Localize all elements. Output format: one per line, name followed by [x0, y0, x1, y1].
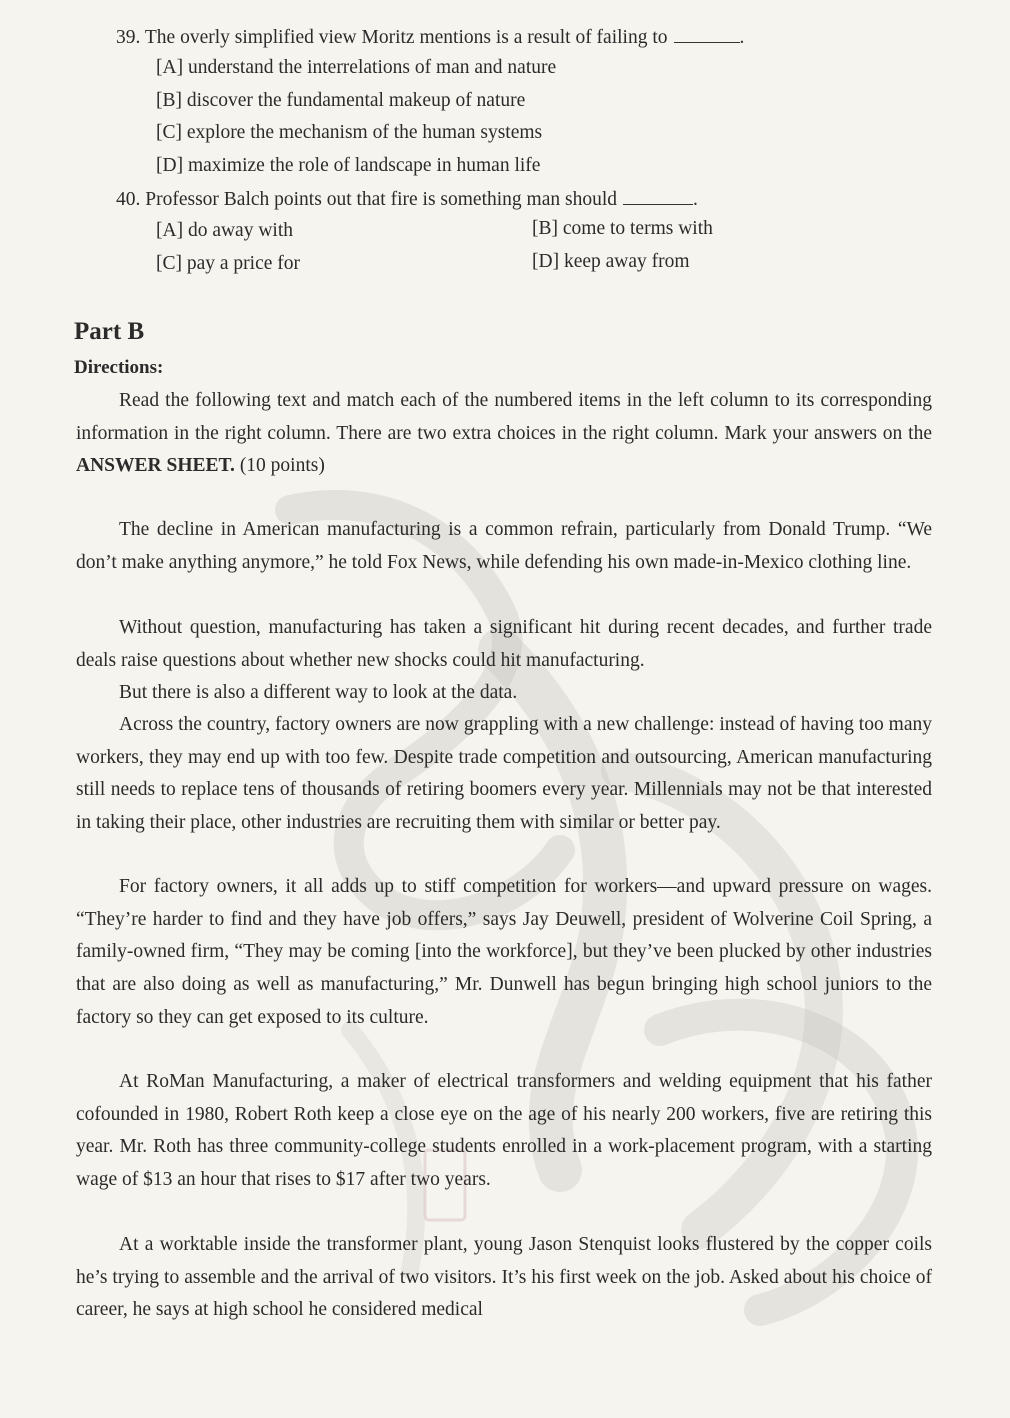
question-40-stem: 40. Professor Balch points out that fire is something man should	[116, 189, 617, 210]
directions-label: Directions:	[74, 357, 164, 378]
passage-paragraph-7: At a worktable inside the transformer plant, young Jason Stenquist looks flustered by the copper coils he’s trying to assemble and the arrival of two visitors. It’s his first week on the job. Asked about his choice of career, he says at high school he considered medical	[76, 1234, 932, 1321]
passage-paragraph-3: But there is also a different way to look at the data.	[119, 682, 518, 703]
passage-paragraph-1: The decline in American manufacturing is a common refrain, particularly from Donald Trump. “We don’t make anything anymore,” he told Fox News, while defending his own made-in-Mexico clothing line.	[76, 519, 932, 573]
question-39	[116, 24, 744, 50]
question-40	[116, 186, 698, 212]
q39-option-d: [D] maximize the role of landscape in human life	[156, 155, 541, 176]
question-40-end: .	[693, 189, 698, 210]
directions-body: Read the following text and match each of the numbered items in the left column to its corresponding information in the right column. There are two extra choices in the right column. Mark your answers on the	[76, 390, 932, 444]
directions-text	[76, 385, 932, 483]
passage-paragraph-2: Without question, manufacturing has taken a significant hit during recent decades, and further trade deals raise questions about whether new shocks could hit manufacturing.	[76, 617, 932, 671]
directions-points: (10 points)	[234, 455, 325, 477]
answer-blank	[674, 24, 740, 43]
q39-option-b: [B] discover the fundamental makeup of nature	[156, 90, 526, 111]
answer-sheet-label: ANSWER SHEET.	[76, 455, 235, 477]
passage-paragraph-4: Across the country, factory owners are now grappling with a new challenge: instead of having too many workers, they may end up with too few. Despite trade competition and outsourcing, American manufacturing still needs to replace tens of thousands of retiring boomers every year. Millennials may not be that interested in taking their place, other industries are recruiting them with similar or better pay.	[76, 714, 932, 834]
q40-option-a: [A] do away with	[156, 220, 294, 241]
answer-blank	[623, 186, 693, 205]
q39-option-a: [A] understand the interrelations of man and nature	[156, 57, 557, 78]
passage-paragraph-6: At RoMan Manufacturing, a maker of electrical transformers and welding equipment that his father cofounded in 1980, Robert Roth keep a close eye on the age of his nearly 200 workers, five are retiring this year. Mr. Roth has three community-college students enrolled in a work-placement program, with a starting wage of $13 an hour that rises to $17 after two years.	[76, 1071, 932, 1191]
q40-option-b: [B] come to terms with	[532, 218, 713, 239]
q40-option-d: [D] keep away from	[532, 251, 690, 272]
question-39-stem: 39. The overly simplified view Moritz mentions is a result of failing to	[116, 27, 668, 48]
part-b-heading: Part B	[74, 318, 145, 345]
passage-paragraph-5: For factory owners, it all adds up to stiff competition for workers—and upward pressure on wages. “They’re harder to find and they have job offers,” says Jay Deuwell, president of Wolverine Coil Spring, a family-owned firm, “They may be coming [into the workforce], but they’ve been plucked by other industries that are also doing as well as manufacturing,” Mr. Dunwell has begun bringing high school juniors to the factory so they can get exposed to its culture.	[76, 876, 932, 1028]
question-39-end: .	[739, 27, 745, 48]
q40-option-c: [C] pay a price for	[156, 253, 301, 274]
q39-option-c: [C] explore the mechanism of the human systems	[156, 122, 543, 143]
